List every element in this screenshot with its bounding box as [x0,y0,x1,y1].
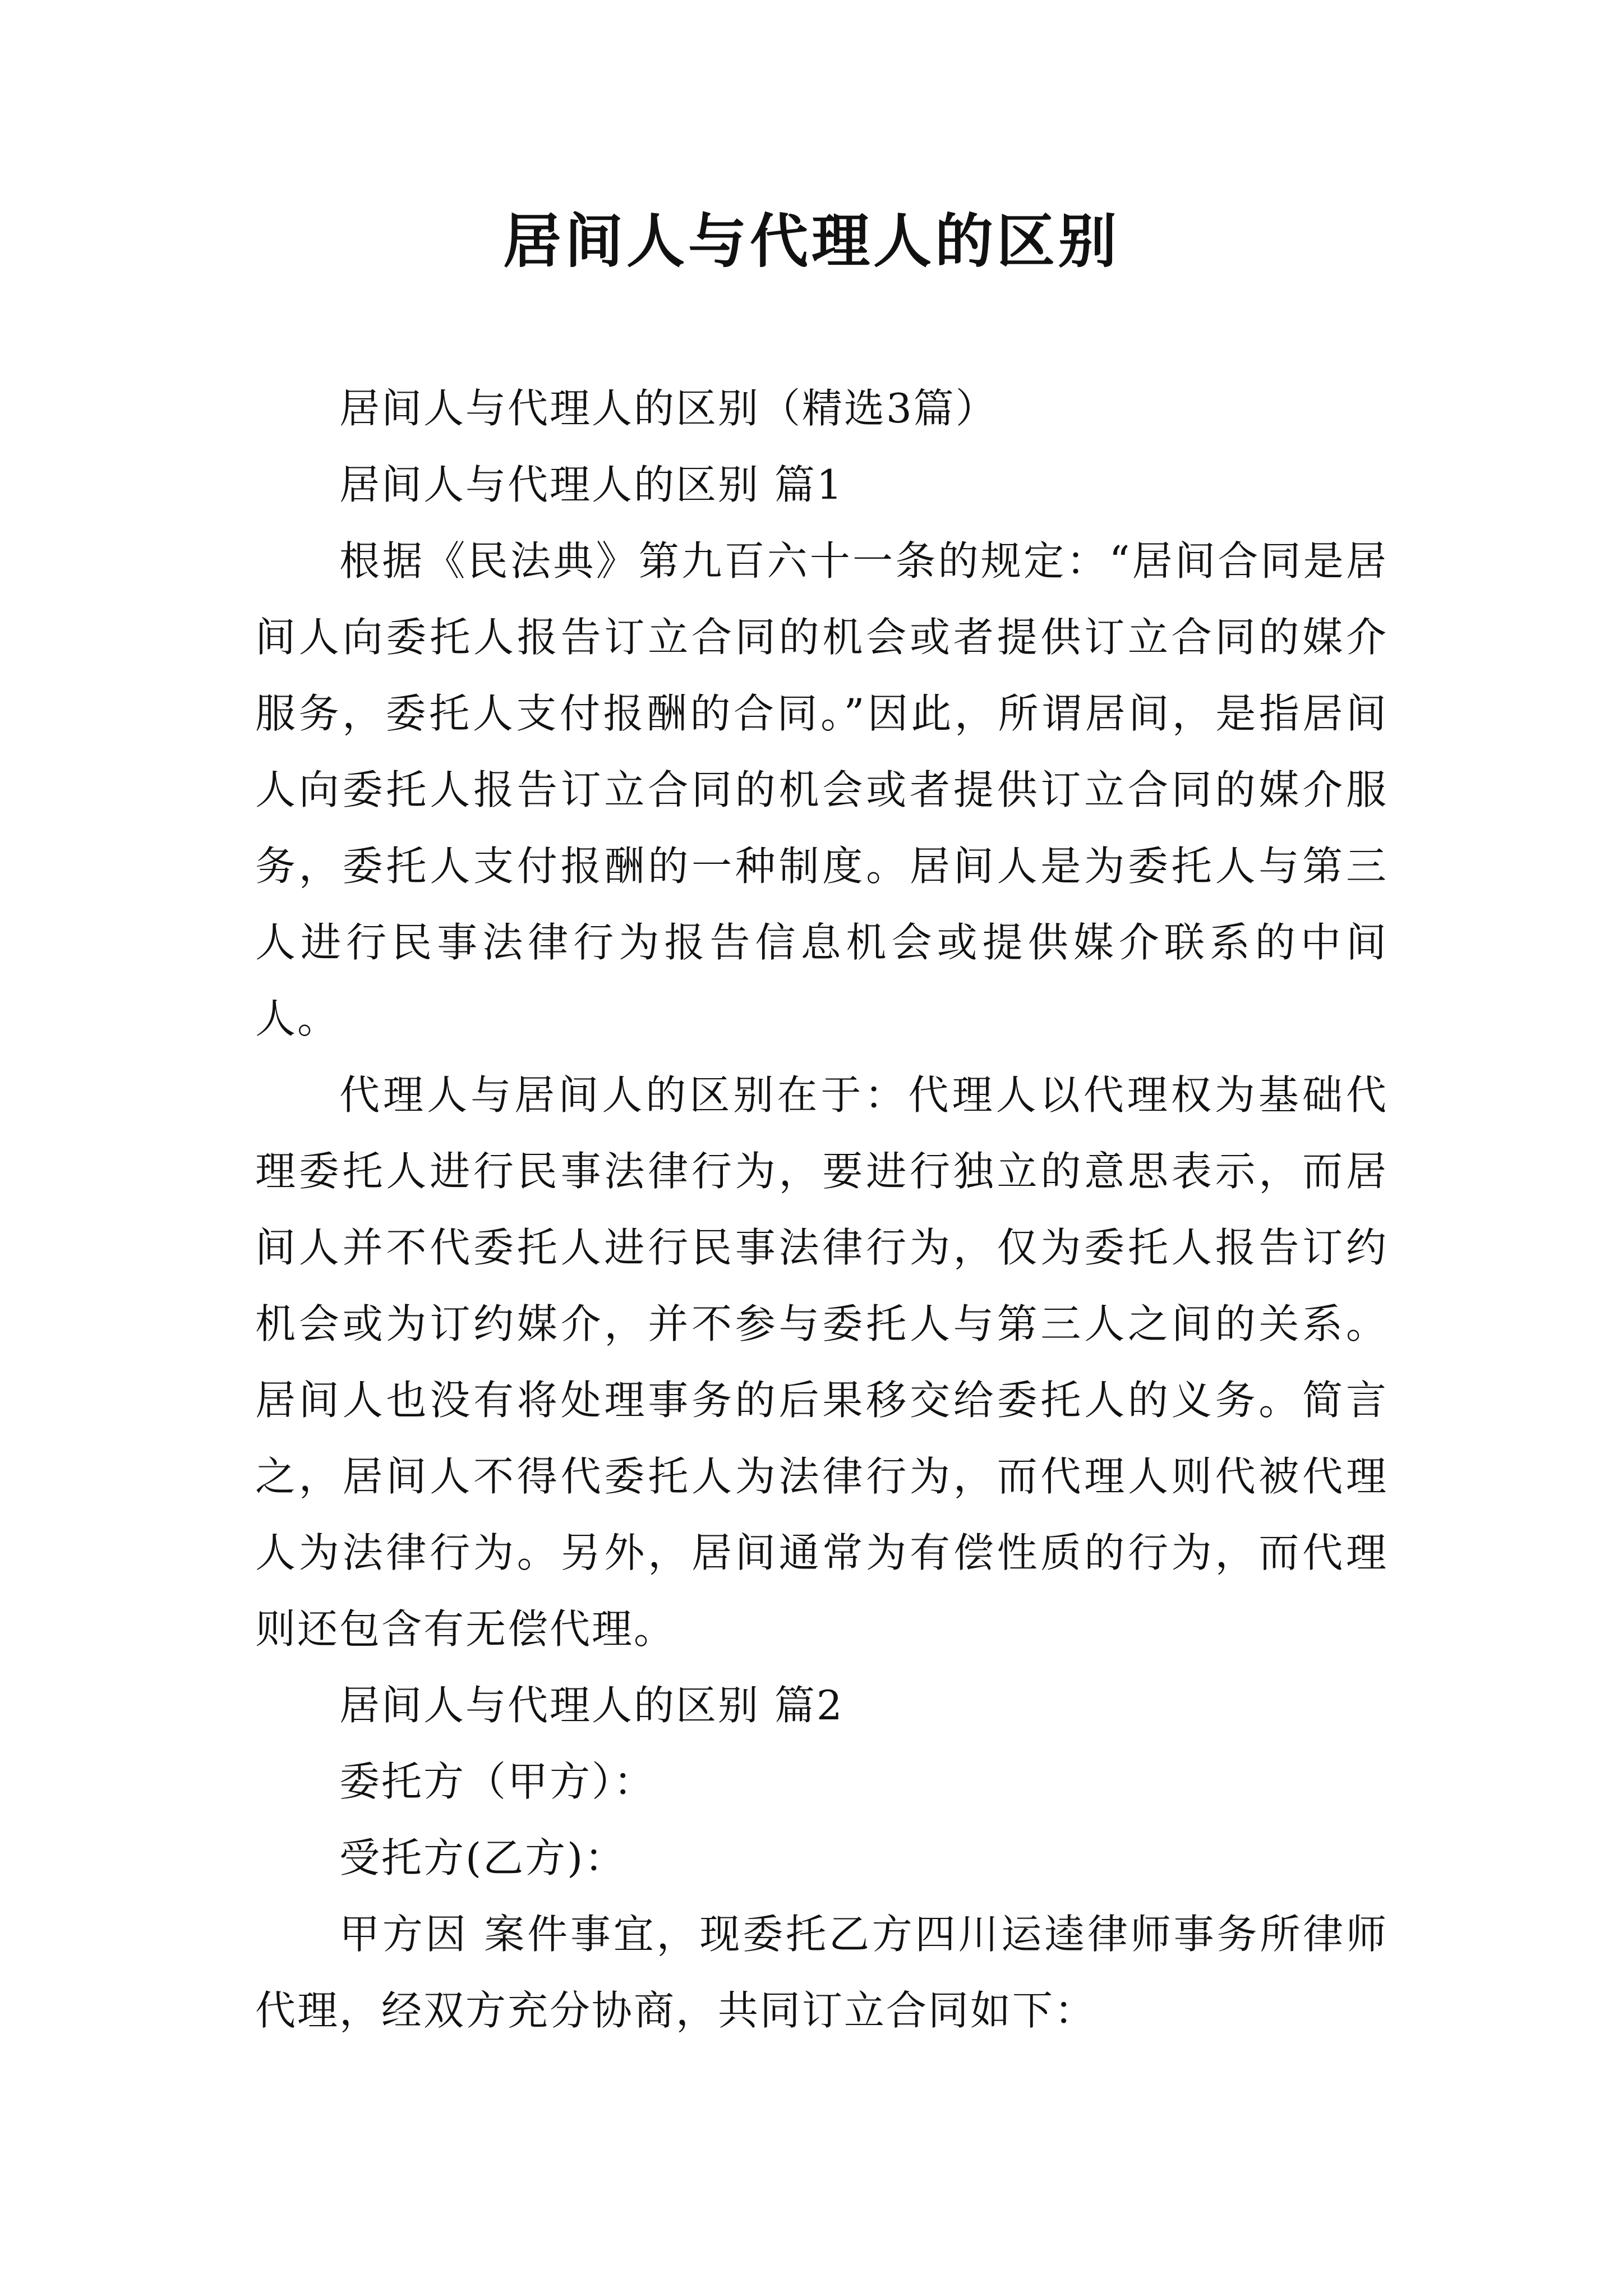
party-b-line: 受托方(乙方)： [339,1834,627,1881]
paragraph-subtitle: 居间人与代理人的区别（精选3篇） [339,385,998,432]
document-title: 居间人与代理人的区别 [502,206,1120,275]
party-a-line: 委托方（甲方）： [339,1758,656,1805]
section-heading-1: 居间人与代理人的区别 篇1 [339,461,844,508]
paragraph: 代理人与居间人的区别在于：代理人以代理权为基础代理委托人进行民事法律行为，要进行独立的意思表示，而居间人并不代委托人进行民事法律行为，仅为委托人报告订约机会或为订约媒介，并不参与委托人与第三人之间的关系。居间人也没有将处理事务的后果移交给委托人的义务。简言之，居间人不得代委托人为法律行为，而代理人则代被代理人为法律行为。另外，居间通常为有偿性质的行为，而代理则还包含有无偿代理。 [255,1071,1388,1653]
document-body [255,370,1388,2049]
section-heading-2: 居间人与代理人的区别 篇2 [339,1682,844,1729]
paragraph: 根据《民法典》第九百六十一条的规定：“居间合同是居间人向委托人报告订立合同的机会或者提供订立合同的媒介服务，委托人支付报酬的合同。”因此，所谓居间，是指居间人向委托人报告订立合同的机会或者提供订立合同的媒介服务，委托人支付报酬的一种制度。居间人是为委托人与第三人进行民事法律行为报告信息机会或提供媒介联系的中间人。 [255,537,1388,1042]
paragraph: 甲方因 案件事宜，现委托乙方四川运逵律师事务所律师代理，经双方充分协商，共同订立合同如下： [255,1911,1388,2034]
